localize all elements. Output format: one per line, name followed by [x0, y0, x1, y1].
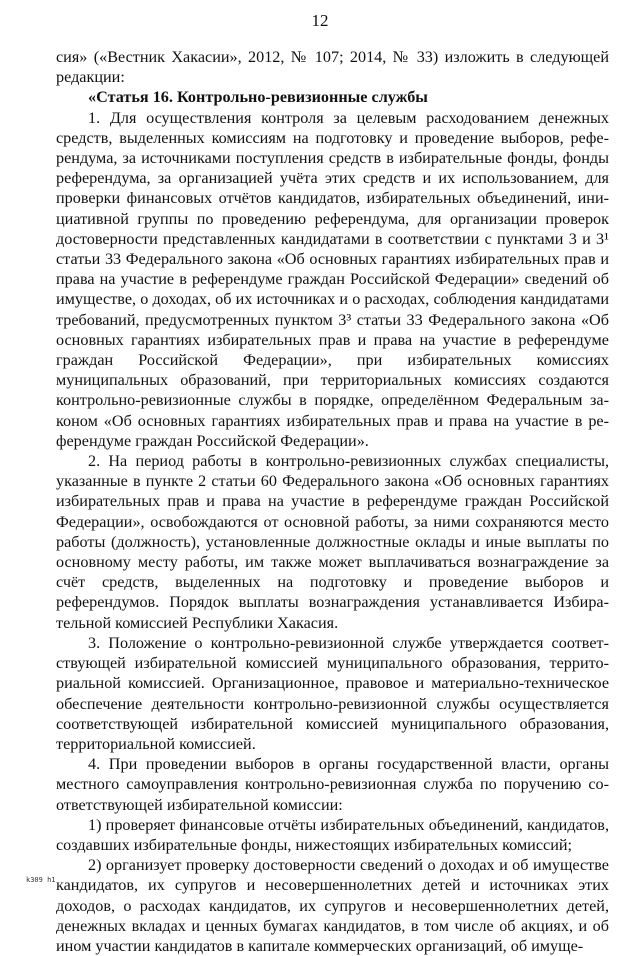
paragraph-item-1: 1. Для осуществления контроля за целевым расходованием денежных средств, выделенных комиссиям на подготовку и проведение выборов, референдума, за источниками поступления средств в избирательные фонды, фонды референдума, за организацией учёта этих средств и их использованием, для проверки финансовых отчётов кандидатов, избирательных объединений, инициативной группы по проведению референдума, для организации проверок достоверности представленных кандидатами в соответствии с пунктами 3 и 3¹ статьи 33 Федерального закона «Об основных гарантиях избирательных прав и права на участие в референдуме граждан Российской Федерации» сведений об имуществе, о доходах, об их источниках и о расходах, соблюдения кандидатами требований, предусмотренных пунктом 3³ статьи 33 Федерального закона «Об основных гарантиях избирательных прав и права на участие в референдуме граждан Российской Федерации», при избирательных комиссиях муниципальных образований, при территориальных комиссиях создаются контрольно-ревизионные службы в порядке, определённом Федеральным законом «Об основных гарантиях избирательных прав и права на участие в референдуме граждан Российской Федерации».: [56, 108, 609, 450]
paragraph-item-2: 2. На период работы в контрольно-ревизионных службах специалисты, указанные в пункте 2 статьи 60 Федерального закона «Об основных гарантиях избирательных прав и права на участие в референдуме граждан Российской Федерации», освобождаются от основной работы, за ними сохраняются место работы (должность), установленные должностные оклады и иные выплаты по основному месту работы, им также может выплачиваться вознаграждение за счёт средств, выделенных на подготовку и проведение выборов и референдумов. Порядок выплаты вознаграждения устанавливается Избирательной комиссией Республики Хакасия.: [56, 452, 609, 632]
paragraph-continuation: сия» («Вестник Хакасии», 2012, № 107; 2014, № 33) изложить в следующей редакции:: [56, 48, 609, 87]
document-body: [56, 47, 609, 956]
subitem-1: 1) проверяет финансовые отчёты избирательных объединений, кандидатов, создавших избирательные фонды, нижестоящих избирательных комиссий;: [56, 815, 609, 854]
paragraph-item-4: 4. При проведении выборов в органы государственной власти, органы местного самоуправления контрольно-ревизионная служба по поручению соответствующей избирательной комиссии:: [56, 755, 609, 814]
subitem-2: 2) организует проверку достоверности сведений о доходах и об имуществе кандидатов, их супругов и несовершеннолетних детей и источниках этих доходов, о расходах кандидатов, их супругов и несовершеннолетних детей, денежных вкладах и ценных бумагах кандидатов, в том числе об акциях, и об ином участии кандидатов в капитале коммерческих организаций, об имуще-: [56, 856, 609, 955]
footer-code: k309 h1: [26, 876, 56, 884]
article-heading: «Статья 16. Контрольно-ревизионные службы: [88, 88, 428, 107]
paragraph-item-3: 3. Положение о контрольно-ревизионной службе утверждается соответствующей избирательной комиссией муниципального образования, территориальной комиссией. Организационное, правовое и материально-техническое обеспечение деятельности контрольно-ревизионной службы осуществляется соответствующей избирательной комиссией муниципального образования, территориальной комиссией.: [56, 633, 609, 753]
page-number: 12: [311, 11, 329, 30]
